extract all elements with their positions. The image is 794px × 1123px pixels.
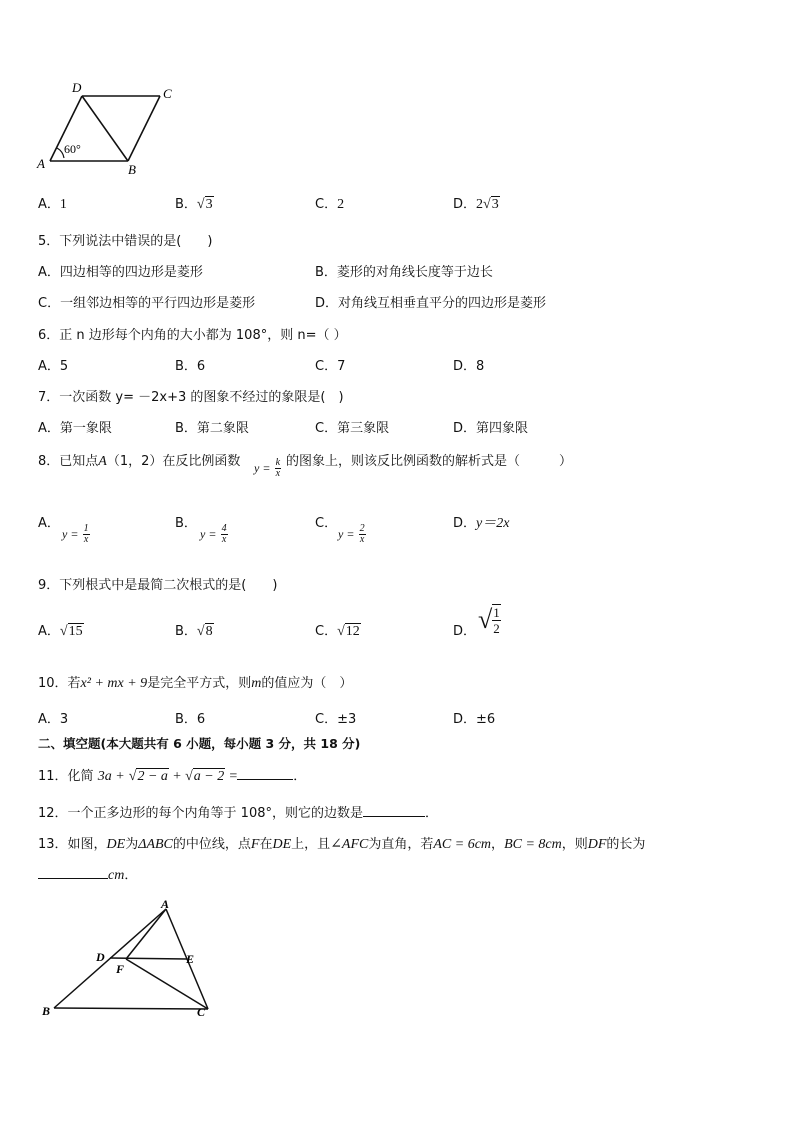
vertex-label-e: E (186, 952, 195, 966)
vertex-label-a: A (161, 897, 170, 911)
q10-stem: 10．若x² + mx + 9是完全平方式，则m的值应为（ ） (38, 676, 353, 691)
q9-option-c: C．√12 (315, 624, 360, 639)
q7-option-a: A．第一象限 (38, 421, 112, 436)
q8-option-b-label: B． (175, 516, 197, 531)
q10-option-b: B．6 (175, 712, 206, 727)
triangle-figure (34, 897, 234, 1037)
q7-option-d: D．第四象限 (453, 421, 529, 436)
section-title: 二、填空题(本大题共有 6 小题，每小题 3 分，共 18 分) (38, 736, 361, 751)
q8-stem-part1: 8．已知点A（1，2）在反比例函数 (38, 454, 241, 469)
q6-option-c: C．7 (315, 359, 346, 374)
q5-option-b: B．菱形的对角线长度等于边长 (315, 265, 493, 280)
q9-option-b: B．√8 (175, 624, 213, 639)
q8-option-d: D．y＝2x (453, 516, 510, 531)
q8-option-c-formula: y = $\frac{2}{x}$ (338, 523, 365, 545)
vertex-label-d: D (96, 950, 105, 964)
q8-stem-part3: 的图象上，则该反比例函数的解析式是（ ） (286, 454, 573, 469)
q4-option-c: C．2 (315, 197, 345, 212)
q10-option-d: D．±6 (453, 712, 496, 727)
q9-stem: 9．下列根式中是最简二次根式的是( ) (38, 578, 278, 593)
q10-option-a: A．3 (38, 712, 69, 727)
q11-stem: 11．化简 3a + √2 − a + √a − 2 = ． (38, 769, 307, 784)
q8-option-a-label: A． (38, 516, 60, 531)
q8-option-a-formula: y = $\frac{1}{x}$ (62, 523, 89, 545)
q8-function-formula: y = $\frac{k}{x}$ (254, 457, 281, 479)
vertex-label-c: C (163, 86, 172, 101)
vertex-label-f: F (116, 962, 125, 976)
q6-option-b: B．6 (175, 359, 206, 374)
vertex-label-a: A (37, 156, 45, 171)
q13-stem: 13．如图，DE为ΔABC的中位线，点F在DE上，且∠AFC为直角，若AC = 6cm，BC = 8cm，则DF的长为 (38, 837, 646, 852)
q4-option-d: D．2√3 (453, 197, 499, 212)
parallelogram-figure (30, 78, 190, 178)
q6-stem: 6．正 n 边形每个内角的大小都为 108°，则 n=（ ） (38, 328, 347, 343)
q7-option-b: B．第二象限 (175, 421, 249, 436)
q9-option-d-formula: √ $\frac{1}{2}$ (478, 605, 500, 636)
q8-option-c-label: C． (315, 516, 338, 531)
q9-option-a: A．√15 (38, 624, 83, 639)
q10-option-c: C．±3 (315, 712, 357, 727)
vertex-label-c: C (197, 1005, 206, 1019)
q7-option-c: C．第三象限 (315, 421, 390, 436)
vertex-label-d: D (72, 80, 82, 95)
q5-stem: 5．下列说法中错误的是( ) (38, 234, 213, 249)
q12-stem: 12．一个正多边形的每个内角等于 108°，则它的边数是 ． (38, 806, 439, 821)
vertex-label-b: B (42, 1004, 51, 1018)
q6-option-a: A．5 (38, 359, 69, 374)
q4-option-a: A．1 (38, 197, 67, 212)
q5-option-a: A．四边相等的四边形是菱形 (38, 265, 203, 280)
q5-option-c: C．一组邻边相等的平行四边形是菱形 (38, 296, 256, 311)
q5-option-d: D．对角线互相垂直平分的四边形是菱形 (315, 296, 547, 311)
q13-answer-line: cm． (38, 864, 137, 884)
q8-option-b-formula: y = $\frac{4}{x}$ (200, 523, 227, 545)
q7-stem: 7．一次函数 y= －2x+3 的图象不经过的象限是( ) (38, 390, 344, 405)
q9-option-d-label: D． (453, 624, 477, 639)
q4-option-b: B．√3 (175, 197, 213, 212)
q6-option-d: D．8 (453, 359, 485, 374)
vertex-label-b: B (128, 162, 136, 177)
angle-label: 60° (64, 142, 81, 156)
